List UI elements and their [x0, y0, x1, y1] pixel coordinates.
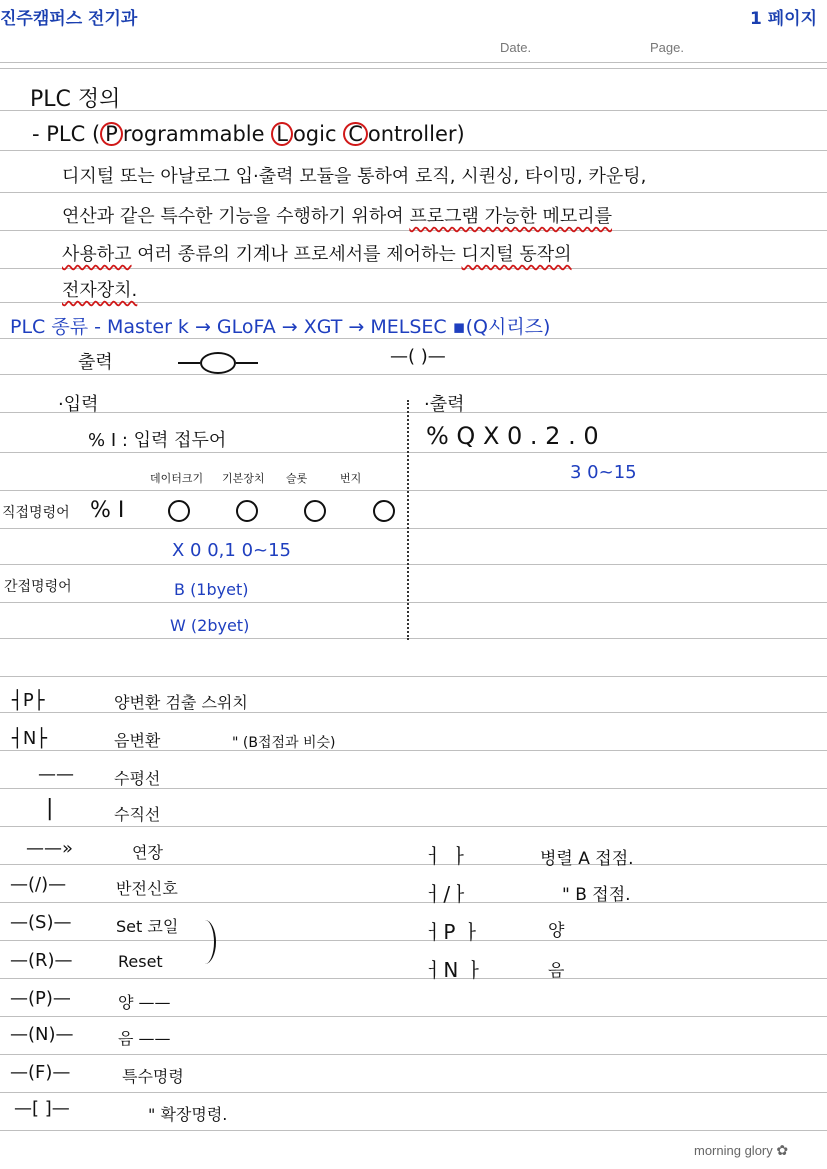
set-reset-bracket	[194, 920, 216, 964]
symbol-set: —(S)—	[10, 912, 72, 933]
symbol-vertical: |	[46, 796, 54, 821]
symbol-special: —(F)—	[10, 1062, 71, 1083]
desc-special: 특수명령	[122, 1067, 184, 1086]
desc-invert: 반전신호	[116, 879, 178, 898]
def-l-rest: ogic	[292, 122, 337, 146]
date-label: Date.	[500, 40, 532, 55]
direct-prefix: % I	[90, 498, 125, 523]
contact-parallel-b-desc: " B 접점.	[562, 885, 631, 905]
output-heading: ·출력	[424, 394, 465, 415]
def-line-3b: 여러 종류의 기계나 프로세서를 제어하는	[131, 244, 462, 265]
contact-positive-desc: 양	[548, 921, 565, 941]
contact-negative: ㅓN ㅏ	[424, 958, 484, 982]
output-address: % Q X 0 . 2 . 0	[426, 422, 599, 450]
def-line-3	[62, 240, 572, 266]
symbol-pos: —(P)—	[10, 988, 71, 1009]
desc-n: 음변환	[114, 731, 161, 750]
desc-pos: 양 ——	[118, 993, 171, 1012]
output-note: 3 0~15	[570, 462, 637, 483]
coil-symbol	[178, 352, 258, 372]
brand-text: morning glory	[694, 1143, 773, 1158]
plc-types: PLC 종류 - Master k → GLoFA → XGT → MELSEC ▪(Q시리즈)	[10, 316, 551, 338]
input-heading: ·입력	[58, 394, 99, 415]
circle-slot-4	[373, 500, 395, 522]
direct-cmd-label: 직접명령어	[2, 505, 70, 521]
page-title: PLC 정의	[30, 87, 121, 112]
circle-slot-3	[304, 500, 326, 522]
label-slot: 슬롯	[286, 472, 308, 485]
def-line-4: 전자장치.	[62, 280, 138, 301]
page-label: Page.	[650, 40, 684, 55]
label-data-size: 데이터크기	[150, 472, 204, 485]
symbol-reset: —(R)—	[10, 950, 73, 971]
desc-extended: " 확장명령.	[148, 1105, 228, 1124]
desc-p: 양변환 검출 스위치	[114, 693, 248, 712]
symbol-extend: ——»	[26, 838, 74, 859]
desc-extend: 연장	[132, 843, 163, 862]
def-dash: - PLC (	[32, 122, 101, 146]
circled-p: P	[100, 122, 123, 146]
def-p-rest: rogrammable	[122, 122, 265, 146]
contact-positive: ㅓP ㅏ	[424, 920, 482, 944]
desc-vertical: 수직선	[114, 805, 161, 824]
flower-icon: ✿	[776, 1142, 789, 1158]
label-address: 번지	[340, 472, 362, 485]
def-line-2a: 연산과 같은 특수한 기능을 수행하기 위하여	[62, 206, 410, 227]
symbol-horizontal: ——	[38, 764, 74, 785]
w-note: W (2byet)	[170, 616, 250, 635]
circled-l: L	[271, 122, 293, 146]
desc-set: Set 코일	[116, 917, 179, 936]
desc-horizontal: 수평선	[114, 769, 161, 788]
desc-reset: Reset	[118, 952, 163, 971]
label-base-unit: 기본장치	[222, 472, 265, 485]
def-line-1: 디지털 또는 아날로그 입·출력 모듈을 통하여 로직, 시퀀싱, 타이밍, 카운팅,	[62, 166, 647, 187]
circled-c: C	[343, 122, 368, 146]
circle-slot-2	[236, 500, 258, 522]
b-note: B (1byet)	[174, 580, 249, 599]
desc-n-extra: " (B접점과 비슷)	[232, 735, 336, 751]
brand-logo	[694, 1142, 788, 1159]
symbol-extended: —[ ]—	[14, 1098, 70, 1119]
circle-slot-1	[168, 500, 190, 522]
plc-definition	[32, 122, 465, 146]
direct-values: X 0 0,1 0~15	[172, 540, 292, 561]
header-left: 진주캠퍼스 전기과	[0, 9, 138, 29]
symbol-p: ┤P├	[12, 690, 45, 711]
coil-symbol-2: —( )—	[390, 346, 446, 367]
address-circles	[168, 500, 395, 522]
indirect-cmd-label: 간접명령어	[4, 579, 72, 595]
header-right: 1 페이지	[749, 9, 817, 29]
input-prefix-def: % I : 입력 접두어	[88, 430, 227, 451]
def-line-2b: 프로그램 가능한 메모리를	[409, 206, 613, 227]
desc-neg: 음 ——	[118, 1029, 171, 1048]
contact-parallel-a: ㅓ ㅏ	[424, 844, 469, 868]
symbol-neg: —(N)—	[10, 1024, 74, 1045]
output-label: 출력	[78, 352, 113, 373]
def-line-2	[62, 202, 612, 228]
contact-negative-desc: 음	[548, 961, 565, 981]
symbol-invert: —(/)—	[10, 874, 67, 895]
column-divider	[407, 400, 409, 640]
contact-parallel-a-desc: 병렬 A 접점.	[540, 849, 634, 869]
def-line-3c: 디지털 동작의	[461, 244, 572, 265]
def-c-rest: ontroller)	[367, 122, 465, 146]
contact-parallel-b: ㅓ/ㅏ	[424, 882, 470, 906]
symbol-n: ┤N├	[12, 728, 48, 749]
def-line-3a: 사용하고	[62, 244, 132, 265]
